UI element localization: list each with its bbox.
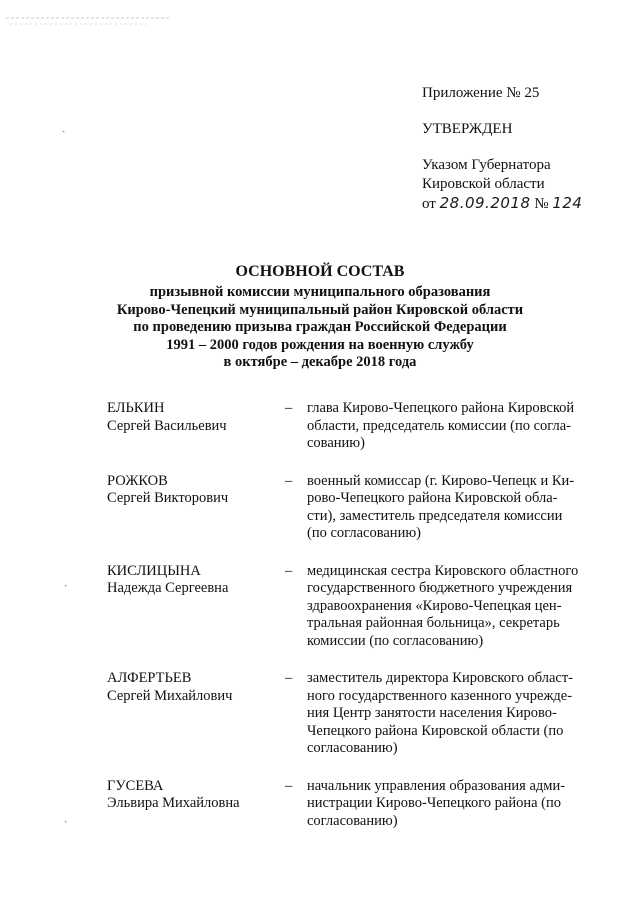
- role-line: рово-Чепецкого района Кировской обла-: [307, 490, 558, 506]
- role-line: нистрации Кирово-Чепецкого района (по: [307, 795, 562, 811]
- role-line: начальник управления образования адми-: [307, 777, 566, 794]
- role-line: согласованию): [307, 812, 398, 829]
- member-given-name: Сергей Васильевич: [107, 417, 227, 434]
- role-line: глава Кирово-Чепецкого района Кировской: [307, 400, 575, 416]
- member-dash: –: [285, 562, 293, 579]
- member-role: [307, 400, 592, 453]
- role-line: военный комиссар (г. Кирово-Чепецк и Ки-: [307, 472, 575, 489]
- member-entry: [107, 400, 592, 453]
- role-line: медицинская сестра Кировского областного: [307, 562, 579, 579]
- member-dash: –: [285, 777, 293, 794]
- member-role: [307, 778, 592, 831]
- role-line: здравоохранения «Кирово-Чепецкая цен-: [307, 597, 562, 614]
- scan-speck: ˏ: [64, 812, 68, 823]
- member-surname: РОЖКОВ: [107, 472, 168, 489]
- member-dash: –: [285, 400, 293, 416]
- member-surname: ГУСЕВА: [107, 777, 164, 794]
- handwritten-number: 124: [552, 194, 583, 212]
- member-name: [107, 563, 285, 651]
- approved-label: УТВЕРЖДЕН: [422, 121, 513, 137]
- member-name: [107, 670, 285, 758]
- member-name: [107, 400, 285, 453]
- title-line: по проведению призыва граждан Российской Федерации: [133, 319, 507, 335]
- member-given-name: Сергей Михайлович: [107, 687, 233, 704]
- decree-line-2: Кировской области: [422, 176, 545, 192]
- member-role: [307, 670, 592, 758]
- document-title: [0, 262, 640, 372]
- member-dash: –: [285, 472, 293, 489]
- role-line: Чепецкого района Кировской области (по: [307, 722, 564, 739]
- role-line: согласованию): [307, 740, 398, 756]
- commission-members: [107, 400, 592, 830]
- role-line: ния Центр занятости населения Кирово-: [307, 705, 557, 721]
- role-line: сованию): [307, 435, 365, 451]
- role-line: ного государственного казенного учрежде-: [307, 687, 573, 704]
- title-main: ОСНОВНОЙ СОСТАВ: [235, 263, 405, 280]
- member-name: [107, 778, 285, 831]
- title-line: Кирово-Чепецкий муниципальный район Кировской области: [116, 301, 524, 318]
- approval-block: [422, 84, 582, 214]
- member-dash: –: [285, 670, 293, 686]
- member-surname: АЛФЕРТЬЕВ: [107, 670, 192, 686]
- scan-artifact: [0, 12, 180, 34]
- member-name: [107, 473, 285, 543]
- annex-number: Приложение № 25: [422, 85, 540, 101]
- title-line: 1991 – 2000 годов рождения на военную службу: [166, 336, 474, 353]
- member-surname: КИСЛИЦЫНА: [107, 562, 201, 579]
- role-line: тральная районная больница», секретарь: [307, 615, 560, 631]
- decree-date-line: [422, 194, 582, 214]
- member-role: [307, 563, 592, 651]
- member-given-name: Надежда Сергеевна: [107, 580, 229, 596]
- role-line: заместитель директора Кировского област-: [307, 670, 573, 686]
- role-line: государственного бюджетного учреждения: [307, 580, 573, 596]
- member-given-name: Сергей Викторович: [107, 490, 229, 506]
- decree-line-1: Указом Губернатора: [422, 157, 551, 173]
- title-line: в октябре – декабре 2018 года: [223, 354, 417, 370]
- handwritten-date: 28.09.2018: [439, 194, 531, 212]
- from-label: от: [422, 196, 436, 212]
- role-line: сти), заместитель председателя комиссии: [307, 507, 563, 524]
- member-entry: [107, 778, 592, 831]
- role-line: (по согласованию): [307, 525, 421, 541]
- title-line: призывной комиссии муниципального образования: [149, 284, 491, 300]
- member-surname: ЕЛЬКИН: [107, 400, 165, 416]
- scan-speck: ˏ: [62, 122, 66, 133]
- member-given-name: Эльвира Михайловна: [107, 795, 240, 811]
- member-entry: [107, 473, 592, 543]
- member-entry: [107, 563, 592, 651]
- role-line: области, председатель комиссии (по согла-: [307, 417, 571, 434]
- number-label: №: [534, 196, 549, 212]
- member-role: [307, 473, 592, 543]
- role-line: комиссии (по согласованию): [307, 632, 484, 649]
- member-entry: [107, 670, 592, 758]
- scan-speck: ˏ: [64, 576, 68, 587]
